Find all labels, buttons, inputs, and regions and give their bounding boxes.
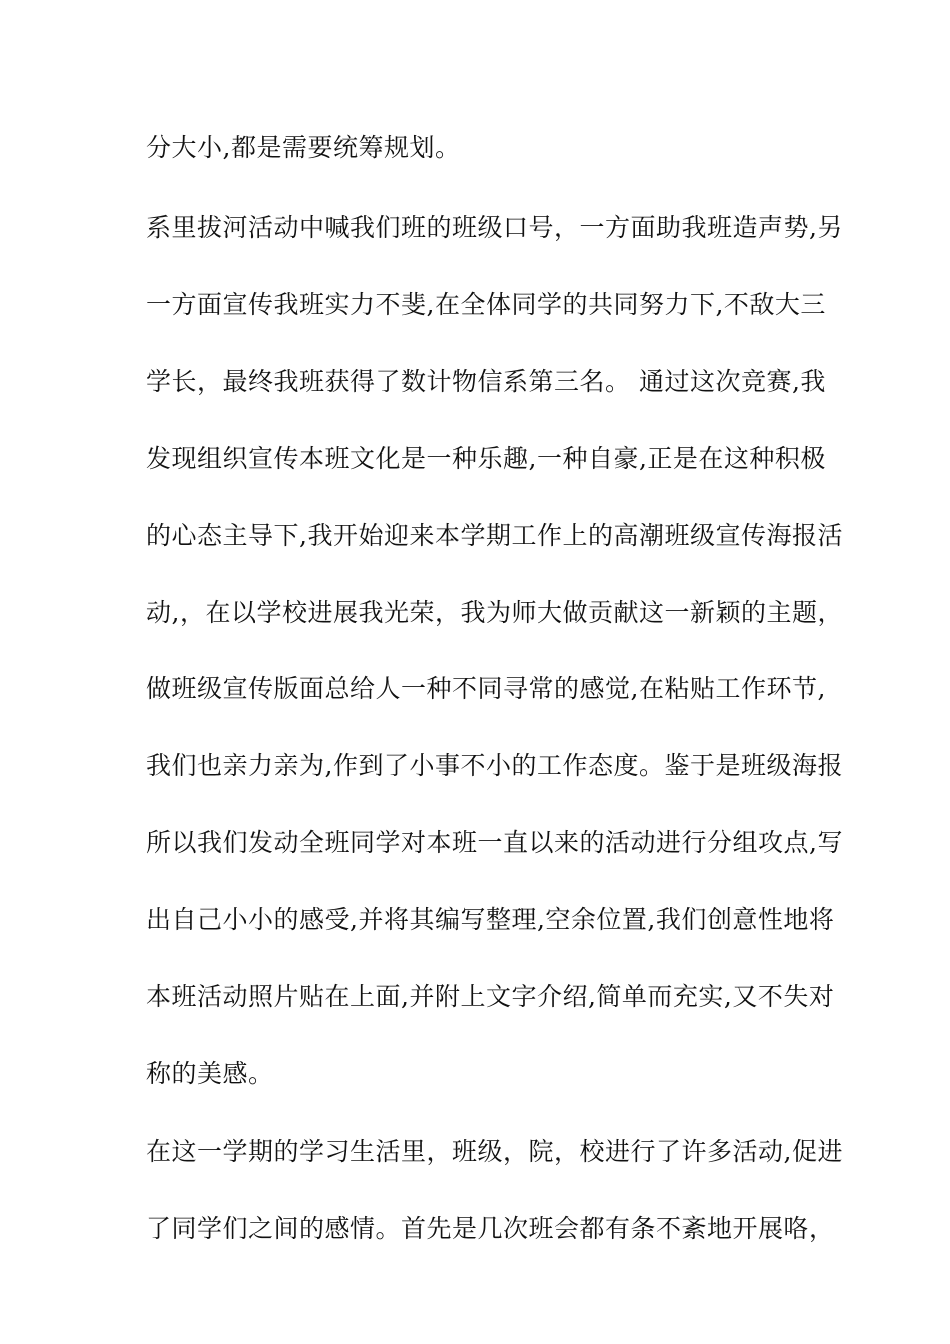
text-line: 发现组织宣传本班文化是一种乐趣,一种自豪,正是在这种积极 [146, 444, 826, 473]
text-line: 系里拔河活动中喊我们班的班级口号，一方面助我班造声势,另 [146, 213, 843, 242]
text-line: 分大小,都是需要统筹规划。 [146, 133, 461, 162]
text-line: 一方面宣传我班实力不斐,在全体同学的共同努力下,不敌大三 [146, 290, 826, 319]
text-line: 出自己小小的感受,并将其编写整理,空余位置,我们创意性地将 [146, 905, 835, 934]
text-line: 学长，最终我班获得了数计物信系第三名。 通过这次竞赛,我 [146, 367, 826, 396]
text-line: 了同学们之间的感情。首先是几次班会都有条不紊地开展咯， [146, 1214, 835, 1243]
text-line: 我们也亲力亲为,作到了小事不小的工作态度。鉴于是班级海报 [146, 751, 843, 780]
text-line: 动,，在以学校进展我光荣，我为师大做贡献这一新颖的主题， [146, 598, 843, 627]
text-line: 的心态主导下,我开始迎来本学期工作上的高潮班级宣传海报活 [146, 521, 843, 550]
text-line: 在这一学期的学习生活里，班级，院，校进行了许多活动,促进 [146, 1137, 843, 1166]
text-line: 称的美感。 [146, 1059, 274, 1088]
text-line: 做班级宣传版面总给人一种不同寻常的感觉,在粘贴工作环节, [146, 674, 826, 703]
text-line: 所以我们发动全班同学对本班一直以来的活动进行分组攻点,写 [146, 828, 843, 857]
text-line: 本班活动照片贴在上面,并附上文字介绍,简单而充实,又不失对 [146, 982, 835, 1011]
